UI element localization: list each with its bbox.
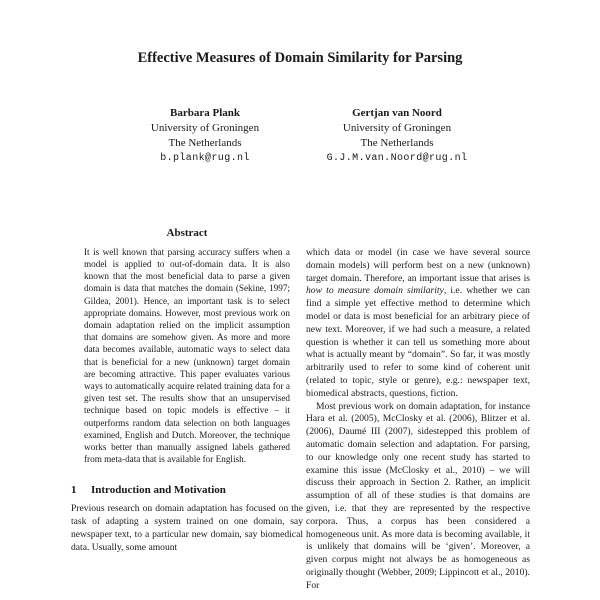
abstract-text: It is well known that parsing accuracy suffers when a model is applied to out-of-domain data. It is also known that the most beneficial data to parse a given domain is data that matches the domain (Sekine, 1997; Gildea, 2001). Hence, an important task is to select appropriate domains. However, most previous work on domain adaptation relied on the implicit assumption that domains are somehow given. As more and more data becomes available, automatic ways to select data that is beneficial for a new (unknown) target domain are becoming attractive. This paper evaluates various ways to automatically acquire related training data for a given test set. The results show that an unsupervised technique based on topic models is effective – it outperforms random data selection on both languages examined, English and Dutch. Moreover, the technique works better than manually assigned labels gathered from meta-data that is available for English.: [84, 246, 290, 465]
section-heading: [71, 484, 303, 497]
author-name: Gertjan van Noord: [352, 107, 442, 119]
right-column: [306, 247, 530, 593]
paragraph-text: , i.e. whether we can find a simple yet effective method to determine which model or data is most beneficial for an arbitrary piece of new text. Moreover, if we had such a measure, a related question is whether it can tell us something more about what is actually meant by “domain”. So far, it was mostly arbitrarily used to refer to some kind of coherent unit (related to topic, style or genre), e.g.: newspaper text, biomedical abstracts, questions, fiction.: [306, 285, 530, 399]
author-affiliation: University of Groningen: [342, 122, 452, 134]
paragraph-text: which data or model (in case we have several source domain models) will perform best on a new (unknown) target domain. Therefore, an important issue that arises is: [306, 247, 530, 284]
left-column: [71, 227, 303, 554]
right-paragraph-2: Most previous work on domain adaptation, for instance Hara et al. (2005), McClosky et al. (2006), Blitzer et al. (2006), Daumé III (2007), sidestepped this problem of automatic domain selection and adaptation. For parsing, to our knowledge only one recent study has started to examine this issue (McClosky et al., 2010) – we will discuss their approach in Section 2. Rather, an implicit assumption of all of these studies is that domains are given, i.e. that they are represented by the respective corpora. Thus, a corpus has been considered a homogeneous unit. As more data is becoming available, it is unlikely that domains will be ‘given’. Moreover, a given corpus might not always be as homogeneous as originally thought (Webber, 2009; Lippincott et al., 2010). For: [306, 400, 530, 591]
author-block-1: [105, 106, 305, 166]
section-number: 1: [71, 484, 77, 497]
author-block-2: [297, 106, 497, 166]
author-country: The Netherlands: [360, 137, 434, 149]
author-affiliation: University of Groningen: [150, 122, 260, 134]
paper-title: Effective Measures of Domain Similarity for Parsing: [137, 50, 463, 66]
section-title: Introduction and Motivation: [91, 484, 226, 497]
author-country: The Netherlands: [168, 137, 242, 149]
abstract-heading: Abstract: [166, 227, 208, 239]
intro-paragraph: Previous research on domain adaptation has focused on the task of adapting a system trained on one domain, say newspaper text, to a particular new domain, say biomedical data. Usually, some amount: [71, 503, 303, 553]
emphasized-text: how to measure domain similarity: [306, 285, 444, 297]
author-name: Barbara Plank: [170, 107, 240, 119]
right-paragraph-1: [306, 247, 530, 401]
author-email: b.plank@rug.nl: [160, 153, 250, 164]
author-email: G.J.M.van.Noord@rug.nl: [326, 153, 468, 164]
